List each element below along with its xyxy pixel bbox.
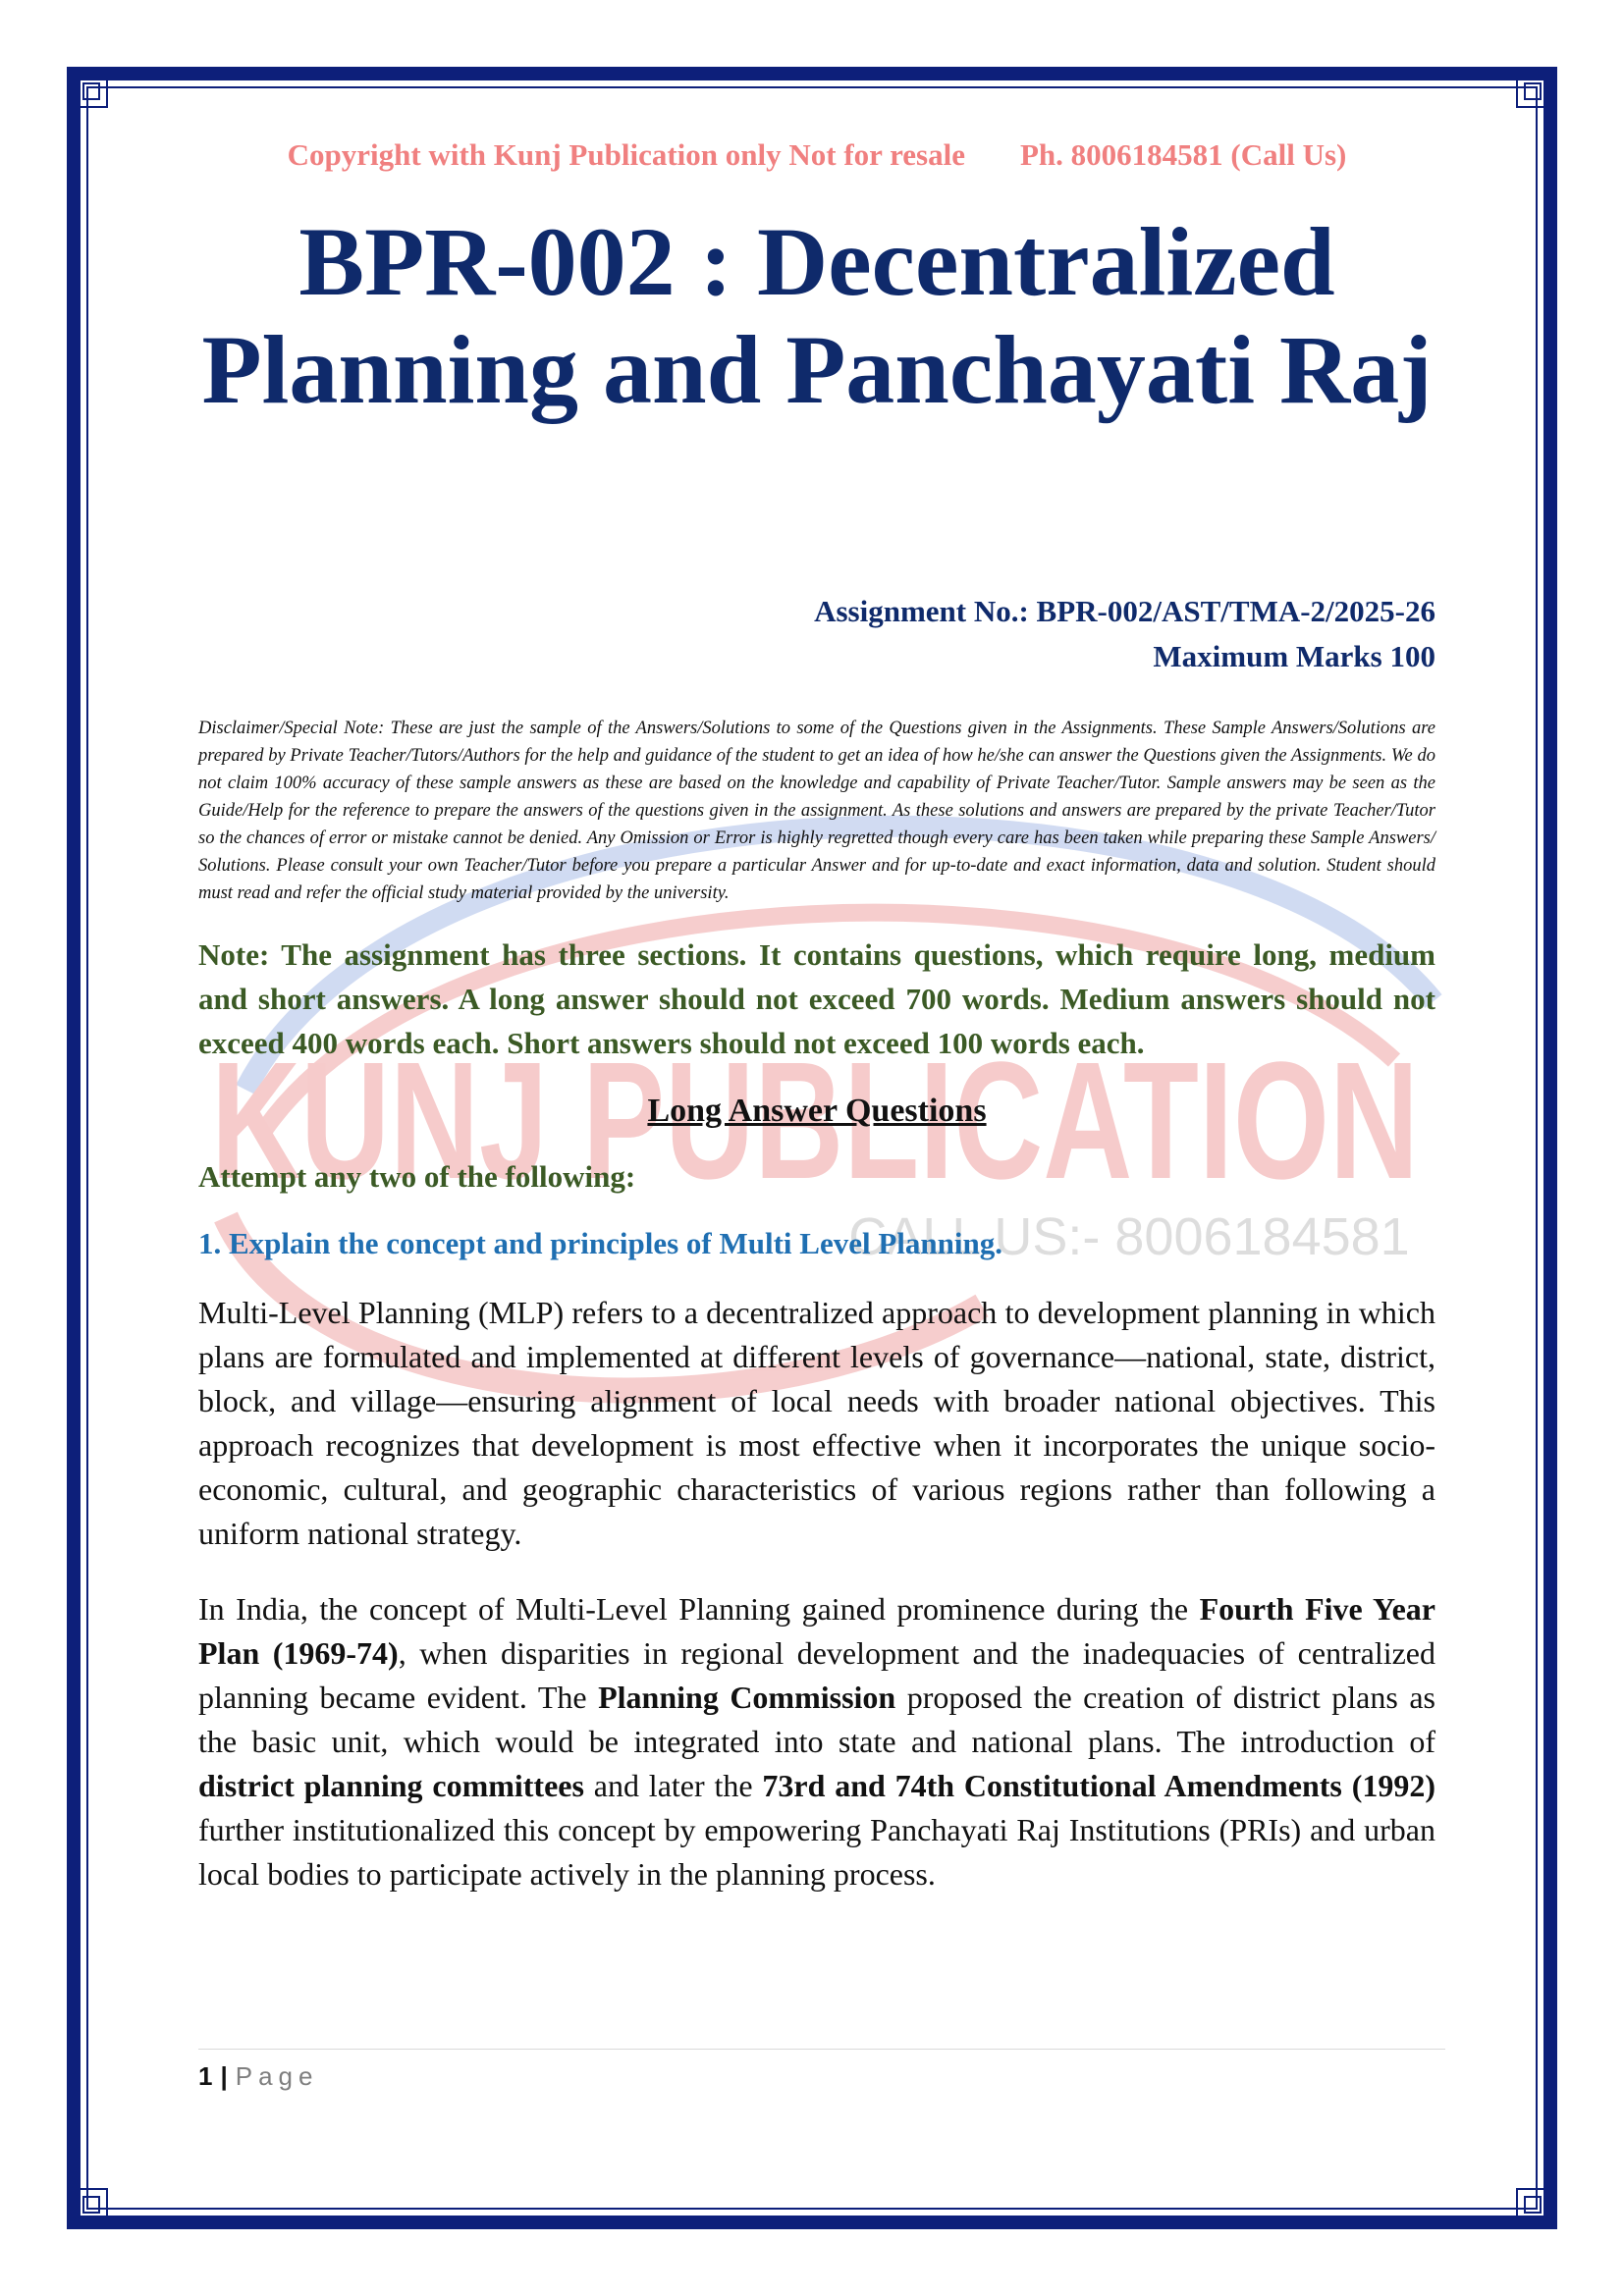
para2-bold-4: 73rd and 74th Constitutional Amendments (1992)	[762, 1768, 1436, 1803]
watermark-call-text: CALL US:- 8006184581	[848, 1207, 1410, 1266]
assignment-note: Note: The assignment has three sections. It contains questions, which require long, medium and short answers. A long answer should not exceed 700 words. Medium answers should not exceed 400 words each. Short answers should not exceed 100 words each.	[198, 937, 1435, 1060]
para2-text-3: proposed the creation of district plans as the basic unit, which would be integrated into state and national plans. The introduction of	[198, 1680, 1436, 1759]
para2-bold-1: Fourth Five Year Plan (1969-74)	[198, 1591, 1436, 1671]
footer-separator: |	[220, 2061, 228, 2091]
assignment-number: Assignment No.: BPR-002/AST/TMA-2/2025-26	[814, 594, 1435, 628]
section-heading: Long Answer Questions	[647, 1093, 987, 1129]
question-1: 1. Explain the concept and principles of Multi Level Planning.	[198, 1226, 1002, 1260]
page-number: 1	[198, 2061, 213, 2091]
watermark-brand-text: KUNJ PUBLICATION	[211, 1028, 1419, 1214]
corner-ornament-top-right	[1516, 75, 1549, 108]
answer-paragraph-2	[198, 1587, 1435, 1896]
answer-paragraph-1: Multi-Level Planning (MLP) refers to a decentralized approach to development planning in which plans are formulated and implemented at different levels of governance—national, state, district, block, and village—ensuring alignment of local needs with broader national objectives. This approach recognizes that development is most effective when it incorporates the unique socio-economic, cultural, and geographic characteristics of various regions rather than following a uniform national strategy.	[198, 1295, 1435, 1551]
page-label: Page	[235, 2061, 319, 2091]
page-footer	[198, 2061, 318, 2092]
page-content	[198, 137, 1435, 1928]
copyright-notice: Copyright with Kunj Publication only Not for resale	[287, 137, 965, 172]
para2-text-5: further institutionalized this concept by empowering Panchayati Raj Institutions (PRIs) and urban local bodies to participate actively in the planning process.	[198, 1812, 1435, 1892]
disclaimer-text: Disclaimer/Special Note: These are just the sample of the Answers/Solutions to some of the Questions given in the Assignments. These Sample Answers/Solutions are prepared by Private Teacher/Tutors/Authors for the help and guidance of the student to get an idea of how he/she can answer the Questions given the Assignments. We do not claim 100% accuracy of these sample answers as these are based on the knowledge and capability of Private Teacher/Tutor. Sample answers may be seen as the Guide/Help for the reference to prepare the answers of the questions given in the assignment. As these solutions and answers are prepared by the private Teacher/Tutor so the chances of error or mistake cannot be denied. Any Omission or Error is highly regretted though every care has been taken while preparing these Sample Answers/ Solutions. Please consult your own Teacher/Tutor before you prepare a particular Answer and for up-to-date and exact information, data and solution. Student should must read and refer the official study material provided by the university.	[198, 719, 1435, 903]
title-line-2: Planning and Panchayati Raj	[201, 315, 1433, 424]
maximum-marks: Maximum Marks 100	[1153, 639, 1435, 673]
para2-bold-3: district planning committees	[198, 1768, 584, 1803]
contact-phone: Ph. 8006184581 (Call Us)	[1019, 137, 1347, 172]
para2-text-1: In India, the concept of Multi-Level Planning gained prominence during the	[198, 1591, 1200, 1627]
corner-ornament-bottom-left	[75, 2188, 108, 2221]
attempt-instruction: Attempt any two of the following:	[198, 1159, 636, 1194]
assignment-info	[198, 589, 1435, 679]
footer-divider	[198, 2049, 1445, 2050]
para2-text-4: and later the	[583, 1768, 763, 1803]
title-line-1: BPR-002 : Decentralized	[298, 207, 1335, 316]
para2-bold-2: Planning Commission	[598, 1680, 896, 1715]
header-line	[198, 137, 1435, 173]
para2-text-2: , when disparities in regional development and the inadequacies of centralized planning became evident. The	[198, 1635, 1436, 1715]
corner-ornament-top-left	[75, 75, 108, 108]
corner-ornament-bottom-right	[1516, 2188, 1549, 2221]
page-title	[198, 208, 1435, 424]
